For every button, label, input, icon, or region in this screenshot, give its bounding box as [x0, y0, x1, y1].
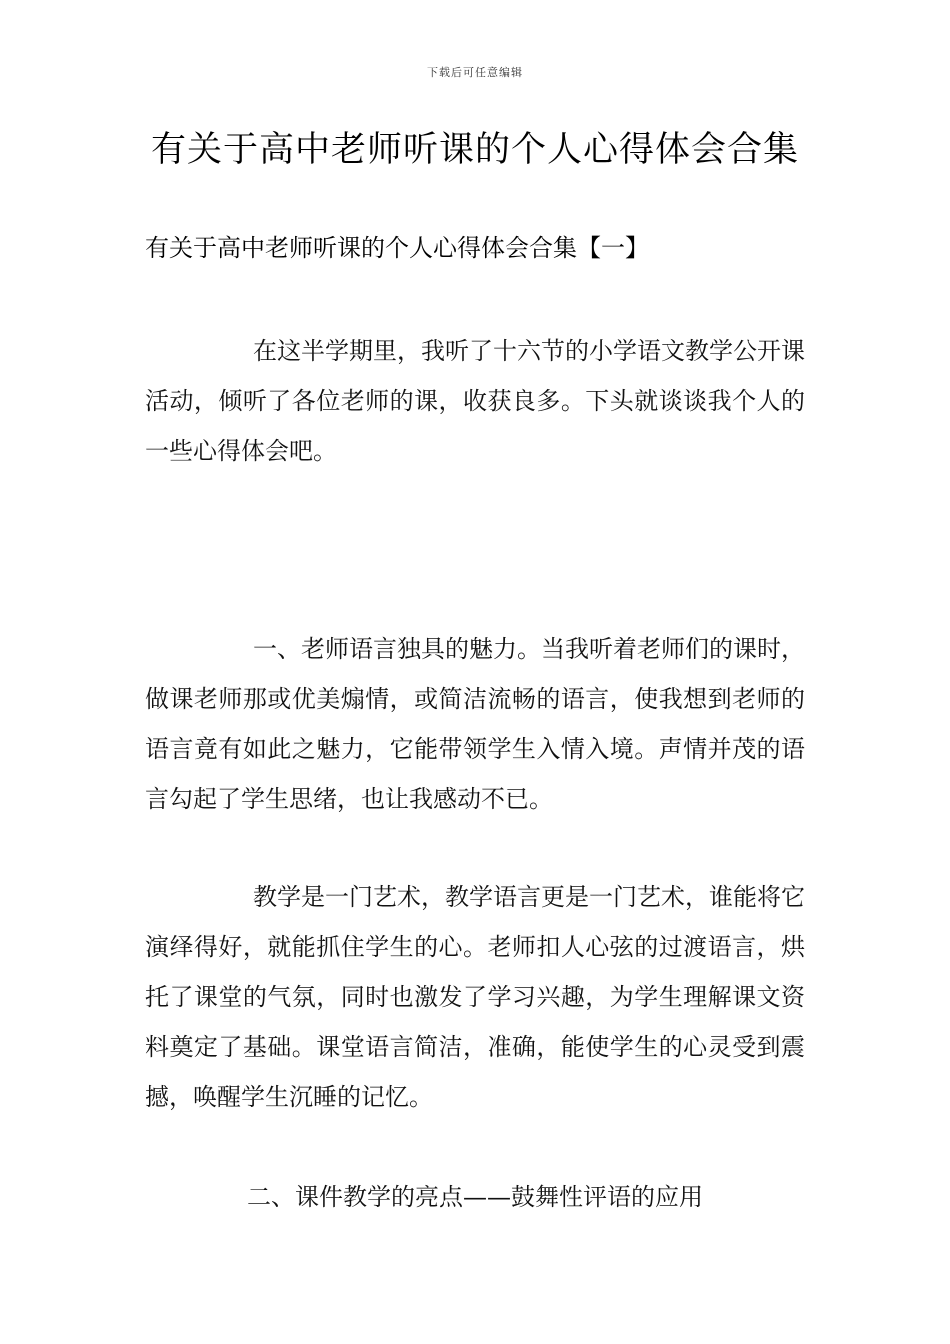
document-title: 有关于高中老师听课的个人心得体会合集 — [150, 130, 799, 170]
paragraph-intro: 在这半学期里，我听了十六节的小学语文教学公开课活动，倾听了各位老师的课，收获良多。下头就谈谈我个人的一些心得体会吧。 — [145, 337, 805, 465]
header-note: 下载后可任意编辑 — [427, 66, 523, 79]
paragraph-teaching-art: 教学是一门艺术，教学语言更是一门艺术，谁能将它演绎得好，就能抓住学生的心。老师扣人心弦的过渡语言，烘托了课堂的气氛，同时也激发了学习兴趣，为学生理解课文资料奠定了基础。课堂语言简洁，准确，能使学生的心灵受到震撼，唤醒学生沉睡的记忆。 — [145, 883, 805, 1111]
paragraph-teacher-language: 一、老师语言独具的魅力。当我听着老师们的课时，做课老师那或优美煽情，或简洁流畅的语言，使我想到老师的语言竟有如此之魅力，它能带领学生入情入境。声情并茂的语言勾起了学生思绪，也让我感动不已。 — [145, 635, 805, 813]
section-title: 有关于高中老师听课的个人心得体会合集【一】 — [145, 234, 649, 262]
subheading-courseware: 二、课件教学的亮点——鼓舞性评语的应用 — [247, 1183, 703, 1211]
